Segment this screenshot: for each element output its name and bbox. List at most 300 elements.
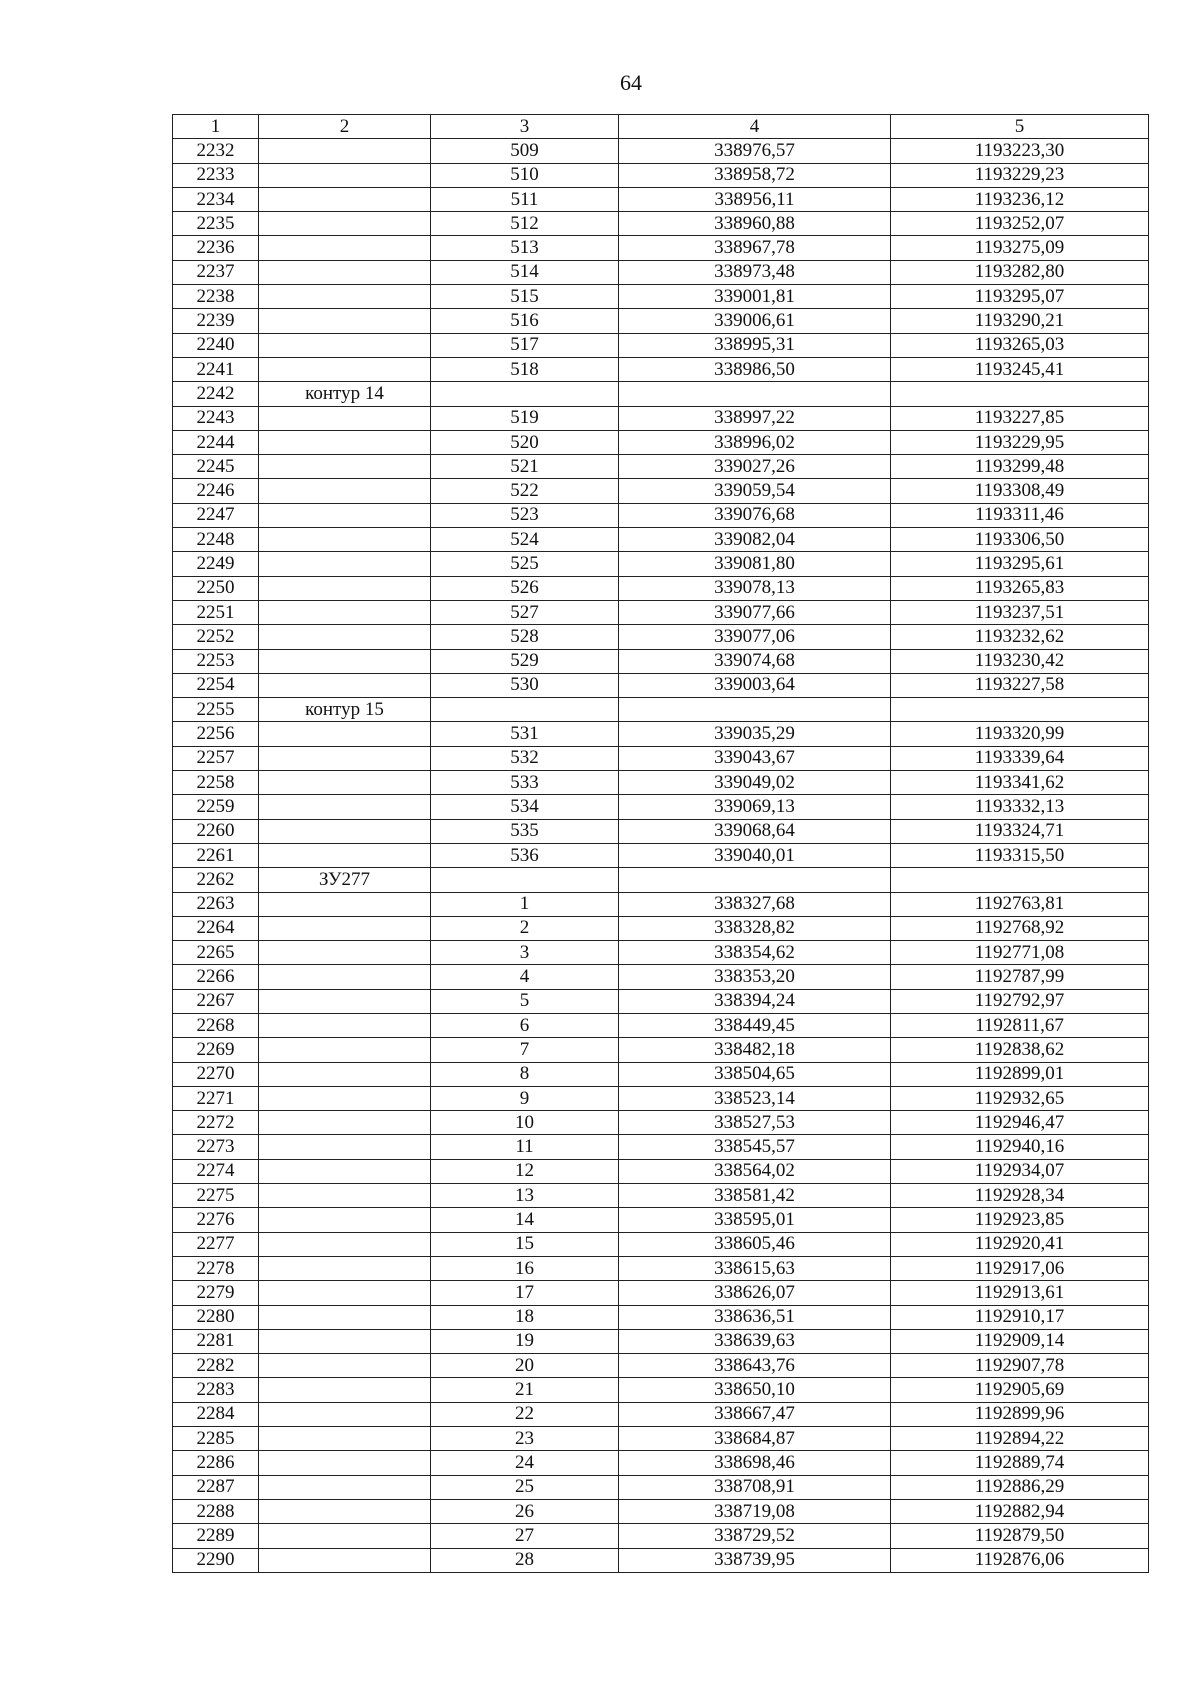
x-coordinate-cell: 338545,57 — [619, 1135, 891, 1159]
x-coordinate-cell: 339082,04 — [619, 528, 891, 552]
page-number: 64 — [620, 70, 642, 95]
section-name-cell — [259, 430, 431, 454]
y-coordinate-cell: 1192882,94 — [891, 1499, 1149, 1523]
table-row — [173, 576, 1149, 600]
section-name-cell — [259, 722, 431, 746]
section-name-cell — [259, 163, 431, 187]
section-name-cell — [259, 285, 431, 309]
column-header-4: 4 — [619, 115, 891, 139]
row-number-cell: 2287 — [173, 1475, 259, 1499]
table-row — [173, 479, 1149, 503]
row-number-cell: 2272 — [173, 1111, 259, 1135]
row-number-cell: 2234 — [173, 187, 259, 211]
y-coordinate-cell: 1192909,14 — [891, 1329, 1149, 1353]
y-coordinate-cell: 1193232,62 — [891, 625, 1149, 649]
x-coordinate-cell: 338643,76 — [619, 1354, 891, 1378]
point-number-cell: 517 — [431, 333, 619, 357]
point-number-cell: 526 — [431, 576, 619, 600]
section-name-cell — [259, 1062, 431, 1086]
section-name-cell — [259, 1281, 431, 1305]
point-number-cell: 532 — [431, 746, 619, 770]
x-coordinate-cell: 338449,45 — [619, 1013, 891, 1037]
table-row — [173, 843, 1149, 867]
section-name-cell: контур 14 — [259, 382, 431, 406]
y-coordinate-cell — [891, 382, 1149, 406]
point-number-cell: 22 — [431, 1402, 619, 1426]
y-coordinate-cell: 1192792,97 — [891, 989, 1149, 1013]
y-coordinate-cell: 1193265,03 — [891, 333, 1149, 357]
point-number-cell — [431, 382, 619, 406]
x-coordinate-cell: 339076,68 — [619, 503, 891, 527]
y-coordinate-cell: 1192838,62 — [891, 1038, 1149, 1062]
y-coordinate-cell: 1193245,41 — [891, 357, 1149, 381]
x-coordinate-cell: 338504,65 — [619, 1062, 891, 1086]
y-coordinate-cell: 1192928,34 — [891, 1184, 1149, 1208]
point-number-cell: 531 — [431, 722, 619, 746]
table-row — [173, 1062, 1149, 1086]
table-row — [173, 1329, 1149, 1353]
y-coordinate-cell: 1193332,13 — [891, 795, 1149, 819]
x-coordinate-cell: 339078,13 — [619, 576, 891, 600]
row-number-cell: 2290 — [173, 1548, 259, 1572]
y-coordinate-cell: 1192946,47 — [891, 1111, 1149, 1135]
table-row — [173, 260, 1149, 284]
point-number-cell — [431, 698, 619, 722]
section-name-cell — [259, 139, 431, 163]
section-name-cell — [259, 1184, 431, 1208]
y-coordinate-cell: 1192899,01 — [891, 1062, 1149, 1086]
row-number-cell: 2265 — [173, 941, 259, 965]
row-number-cell: 2262 — [173, 868, 259, 892]
section-name-cell — [259, 1208, 431, 1232]
table-row — [173, 722, 1149, 746]
section-name-cell — [259, 843, 431, 867]
point-number-cell: 28 — [431, 1548, 619, 1572]
table-row — [173, 187, 1149, 211]
row-number-cell: 2284 — [173, 1402, 259, 1426]
x-coordinate-cell: 338739,95 — [619, 1548, 891, 1572]
section-name-cell — [259, 1427, 431, 1451]
row-number-cell: 2240 — [173, 333, 259, 357]
x-coordinate-cell: 339059,54 — [619, 479, 891, 503]
y-coordinate-cell: 1192923,85 — [891, 1208, 1149, 1232]
x-coordinate-cell: 339001,81 — [619, 285, 891, 309]
point-number-cell: 535 — [431, 819, 619, 843]
section-name-cell — [259, 673, 431, 697]
table-row — [173, 1281, 1149, 1305]
table-row — [173, 1402, 1149, 1426]
point-number-cell: 521 — [431, 455, 619, 479]
y-coordinate-cell: 1193265,83 — [891, 576, 1149, 600]
x-coordinate-cell: 338482,18 — [619, 1038, 891, 1062]
point-number-cell: 9 — [431, 1086, 619, 1110]
row-number-cell: 2235 — [173, 212, 259, 236]
table-row — [173, 649, 1149, 673]
section-name-cell — [259, 479, 431, 503]
point-number-cell: 536 — [431, 843, 619, 867]
x-coordinate-cell — [619, 698, 891, 722]
row-number-cell: 2268 — [173, 1013, 259, 1037]
point-number-cell: 516 — [431, 309, 619, 333]
point-number-cell: 25 — [431, 1475, 619, 1499]
table-row — [173, 1256, 1149, 1280]
x-coordinate-cell: 338995,31 — [619, 333, 891, 357]
row-number-cell: 2271 — [173, 1086, 259, 1110]
point-number-cell: 509 — [431, 139, 619, 163]
x-coordinate-cell: 338997,22 — [619, 406, 891, 430]
table-row — [173, 1548, 1149, 1572]
row-number-cell: 2286 — [173, 1451, 259, 1475]
point-number-cell: 511 — [431, 187, 619, 211]
y-coordinate-cell: 1193295,07 — [891, 285, 1149, 309]
point-number-cell: 524 — [431, 528, 619, 552]
y-coordinate-cell: 1193282,80 — [891, 260, 1149, 284]
section-name-cell: ЗУ277 — [259, 868, 431, 892]
table-row — [173, 1184, 1149, 1208]
x-coordinate-cell: 338626,07 — [619, 1281, 891, 1305]
table-row — [173, 1475, 1149, 1499]
row-number-cell: 2258 — [173, 771, 259, 795]
section-name-cell — [259, 187, 431, 211]
point-number-cell: 519 — [431, 406, 619, 430]
table-row — [173, 1378, 1149, 1402]
y-coordinate-cell: 1192879,50 — [891, 1524, 1149, 1548]
x-coordinate-cell: 339035,29 — [619, 722, 891, 746]
y-coordinate-cell: 1192934,07 — [891, 1159, 1149, 1183]
x-coordinate-cell: 339077,06 — [619, 625, 891, 649]
table-header-row — [173, 115, 1149, 139]
row-number-cell: 2263 — [173, 892, 259, 916]
y-coordinate-cell: 1193308,49 — [891, 479, 1149, 503]
section-name-cell — [259, 1524, 431, 1548]
y-coordinate-cell: 1193324,71 — [891, 819, 1149, 843]
section-name-cell — [259, 1451, 431, 1475]
coordinates-table — [172, 114, 1149, 1573]
row-number-cell: 2250 — [173, 576, 259, 600]
table-row — [173, 236, 1149, 260]
point-number-cell: 24 — [431, 1451, 619, 1475]
row-number-cell: 2277 — [173, 1232, 259, 1256]
point-number-cell: 20 — [431, 1354, 619, 1378]
table-row — [173, 1354, 1149, 1378]
row-number-cell: 2259 — [173, 795, 259, 819]
row-number-cell: 2275 — [173, 1184, 259, 1208]
row-number-cell: 2232 — [173, 139, 259, 163]
table-row — [173, 868, 1149, 892]
y-coordinate-cell: 1192811,67 — [891, 1013, 1149, 1037]
point-number-cell: 11 — [431, 1135, 619, 1159]
table-row — [173, 698, 1149, 722]
y-coordinate-cell: 1192913,61 — [891, 1281, 1149, 1305]
section-name-cell: контур 15 — [259, 698, 431, 722]
section-name-cell — [259, 941, 431, 965]
row-number-cell: 2241 — [173, 357, 259, 381]
section-name-cell — [259, 1475, 431, 1499]
table-row — [173, 1524, 1149, 1548]
point-number-cell: 523 — [431, 503, 619, 527]
x-coordinate-cell: 338967,78 — [619, 236, 891, 260]
x-coordinate-cell: 338527,53 — [619, 1111, 891, 1135]
x-coordinate-cell: 338639,63 — [619, 1329, 891, 1353]
x-coordinate-cell: 338353,20 — [619, 965, 891, 989]
table-row — [173, 1111, 1149, 1135]
y-coordinate-cell: 1193236,12 — [891, 187, 1149, 211]
row-number-cell: 2267 — [173, 989, 259, 1013]
table-row — [173, 406, 1149, 430]
x-coordinate-cell: 339040,01 — [619, 843, 891, 867]
row-number-cell: 2279 — [173, 1281, 259, 1305]
row-number-cell: 2237 — [173, 260, 259, 284]
y-coordinate-cell: 1193229,23 — [891, 163, 1149, 187]
row-number-cell: 2238 — [173, 285, 259, 309]
section-name-cell — [259, 625, 431, 649]
point-number-cell: 21 — [431, 1378, 619, 1402]
point-number-cell: 8 — [431, 1062, 619, 1086]
table-row — [173, 989, 1149, 1013]
column-header-3: 3 — [431, 115, 619, 139]
row-number-cell: 2233 — [173, 163, 259, 187]
point-number-cell: 16 — [431, 1256, 619, 1280]
x-coordinate-cell: 339074,68 — [619, 649, 891, 673]
section-name-cell — [259, 1354, 431, 1378]
table-row — [173, 892, 1149, 916]
table-row — [173, 139, 1149, 163]
point-number-cell: 533 — [431, 771, 619, 795]
row-number-cell: 2274 — [173, 1159, 259, 1183]
section-name-cell — [259, 1159, 431, 1183]
x-coordinate-cell: 338523,14 — [619, 1086, 891, 1110]
x-coordinate-cell: 338615,63 — [619, 1256, 891, 1280]
table-row — [173, 1086, 1149, 1110]
row-number-cell: 2266 — [173, 965, 259, 989]
table-row — [173, 382, 1149, 406]
table-row — [173, 1159, 1149, 1183]
x-coordinate-cell: 339003,64 — [619, 673, 891, 697]
y-coordinate-cell: 1193252,07 — [891, 212, 1149, 236]
x-coordinate-cell: 338958,72 — [619, 163, 891, 187]
table-row — [173, 309, 1149, 333]
row-number-cell: 2276 — [173, 1208, 259, 1232]
point-number-cell: 513 — [431, 236, 619, 260]
point-number-cell: 13 — [431, 1184, 619, 1208]
row-number-cell: 2285 — [173, 1427, 259, 1451]
y-coordinate-cell — [891, 868, 1149, 892]
y-coordinate-cell: 1193237,51 — [891, 600, 1149, 624]
row-number-cell: 2264 — [173, 916, 259, 940]
row-number-cell: 2246 — [173, 479, 259, 503]
section-name-cell — [259, 1013, 431, 1037]
y-coordinate-cell: 1193223,30 — [891, 139, 1149, 163]
table-row — [173, 1208, 1149, 1232]
table-row — [173, 965, 1149, 989]
table-row — [173, 916, 1149, 940]
section-name-cell — [259, 1232, 431, 1256]
row-number-cell: 2251 — [173, 600, 259, 624]
column-header-5: 5 — [891, 115, 1149, 139]
point-number-cell: 12 — [431, 1159, 619, 1183]
point-number-cell: 2 — [431, 916, 619, 940]
row-number-cell: 2289 — [173, 1524, 259, 1548]
point-number-cell: 19 — [431, 1329, 619, 1353]
section-name-cell — [259, 212, 431, 236]
table-row — [173, 503, 1149, 527]
section-name-cell — [259, 260, 431, 284]
point-number-cell: 27 — [431, 1524, 619, 1548]
row-number-cell: 2253 — [173, 649, 259, 673]
row-number-cell: 2244 — [173, 430, 259, 454]
x-coordinate-cell: 338986,50 — [619, 357, 891, 381]
table-row — [173, 1232, 1149, 1256]
x-coordinate-cell: 338996,02 — [619, 430, 891, 454]
point-number-cell: 26 — [431, 1499, 619, 1523]
x-coordinate-cell — [619, 382, 891, 406]
point-number-cell: 510 — [431, 163, 619, 187]
section-name-cell — [259, 649, 431, 673]
section-name-cell — [259, 406, 431, 430]
section-name-cell — [259, 1378, 431, 1402]
table-row — [173, 819, 1149, 843]
point-number-cell: 10 — [431, 1111, 619, 1135]
x-coordinate-cell — [619, 868, 891, 892]
y-coordinate-cell: 1193311,46 — [891, 503, 1149, 527]
section-name-cell — [259, 1499, 431, 1523]
y-coordinate-cell: 1193295,61 — [891, 552, 1149, 576]
point-number-cell: 1 — [431, 892, 619, 916]
section-name-cell — [259, 455, 431, 479]
point-number-cell — [431, 868, 619, 892]
section-name-cell — [259, 357, 431, 381]
row-number-cell: 2254 — [173, 673, 259, 697]
section-name-cell — [259, 1305, 431, 1329]
x-coordinate-cell: 339049,02 — [619, 771, 891, 795]
section-name-cell — [259, 1548, 431, 1572]
y-coordinate-cell: 1193227,85 — [891, 406, 1149, 430]
point-number-cell: 18 — [431, 1305, 619, 1329]
row-number-cell: 2255 — [173, 698, 259, 722]
row-number-cell: 2257 — [173, 746, 259, 770]
section-name-cell — [259, 600, 431, 624]
x-coordinate-cell: 338581,42 — [619, 1184, 891, 1208]
point-number-cell: 7 — [431, 1038, 619, 1062]
x-coordinate-cell: 338960,88 — [619, 212, 891, 236]
x-coordinate-cell: 339027,26 — [619, 455, 891, 479]
section-name-cell — [259, 1086, 431, 1110]
table-row — [173, 212, 1149, 236]
x-coordinate-cell: 339081,80 — [619, 552, 891, 576]
section-name-cell — [259, 1402, 431, 1426]
table-row — [173, 1499, 1149, 1523]
section-name-cell — [259, 236, 431, 260]
section-name-cell — [259, 552, 431, 576]
row-number-cell: 2256 — [173, 722, 259, 746]
table-row — [173, 771, 1149, 795]
section-name-cell — [259, 771, 431, 795]
point-number-cell: 529 — [431, 649, 619, 673]
point-number-cell: 23 — [431, 1427, 619, 1451]
x-coordinate-cell: 338650,10 — [619, 1378, 891, 1402]
row-number-cell: 2283 — [173, 1378, 259, 1402]
y-coordinate-cell: 1192917,06 — [891, 1256, 1149, 1280]
y-coordinate-cell: 1193306,50 — [891, 528, 1149, 552]
point-number-cell: 15 — [431, 1232, 619, 1256]
y-coordinate-cell: 1193290,21 — [891, 309, 1149, 333]
row-number-cell: 2288 — [173, 1499, 259, 1523]
table-row — [173, 795, 1149, 819]
y-coordinate-cell: 1192889,74 — [891, 1451, 1149, 1475]
table-row — [173, 1038, 1149, 1062]
row-number-cell: 2236 — [173, 236, 259, 260]
point-number-cell: 5 — [431, 989, 619, 1013]
x-coordinate-cell: 338327,68 — [619, 892, 891, 916]
row-number-cell: 2282 — [173, 1354, 259, 1378]
y-coordinate-cell: 1192920,41 — [891, 1232, 1149, 1256]
point-number-cell: 515 — [431, 285, 619, 309]
table-row — [173, 746, 1149, 770]
table-row — [173, 333, 1149, 357]
x-coordinate-cell: 338667,47 — [619, 1402, 891, 1426]
x-coordinate-cell: 338636,51 — [619, 1305, 891, 1329]
row-number-cell: 2278 — [173, 1256, 259, 1280]
table-row — [173, 1427, 1149, 1451]
table-row — [173, 552, 1149, 576]
row-number-cell: 2243 — [173, 406, 259, 430]
section-name-cell — [259, 1038, 431, 1062]
y-coordinate-cell: 1193227,58 — [891, 673, 1149, 697]
row-number-cell: 2252 — [173, 625, 259, 649]
row-number-cell: 2273 — [173, 1135, 259, 1159]
y-coordinate-cell: 1192771,08 — [891, 941, 1149, 965]
section-name-cell — [259, 503, 431, 527]
point-number-cell: 512 — [431, 212, 619, 236]
y-coordinate-cell: 1192910,17 — [891, 1305, 1149, 1329]
table-row — [173, 673, 1149, 697]
y-coordinate-cell: 1192932,65 — [891, 1086, 1149, 1110]
x-coordinate-cell: 339006,61 — [619, 309, 891, 333]
table-row — [173, 455, 1149, 479]
x-coordinate-cell: 338328,82 — [619, 916, 891, 940]
y-coordinate-cell: 1192907,78 — [891, 1354, 1149, 1378]
x-coordinate-cell: 338729,52 — [619, 1524, 891, 1548]
point-number-cell: 530 — [431, 673, 619, 697]
section-name-cell — [259, 1135, 431, 1159]
x-coordinate-cell: 338564,02 — [619, 1159, 891, 1183]
y-coordinate-cell: 1192787,99 — [891, 965, 1149, 989]
x-coordinate-cell: 338684,87 — [619, 1427, 891, 1451]
x-coordinate-cell: 339069,13 — [619, 795, 891, 819]
section-name-cell — [259, 795, 431, 819]
section-name-cell — [259, 819, 431, 843]
row-number-cell: 2247 — [173, 503, 259, 527]
section-name-cell — [259, 965, 431, 989]
point-number-cell: 17 — [431, 1281, 619, 1305]
y-coordinate-cell: 1193275,09 — [891, 236, 1149, 260]
row-number-cell: 2270 — [173, 1062, 259, 1086]
point-number-cell: 4 — [431, 965, 619, 989]
y-coordinate-cell: 1192763,81 — [891, 892, 1149, 916]
y-coordinate-cell: 1193320,99 — [891, 722, 1149, 746]
point-number-cell: 518 — [431, 357, 619, 381]
x-coordinate-cell: 338956,11 — [619, 187, 891, 211]
row-number-cell: 2261 — [173, 843, 259, 867]
point-number-cell: 514 — [431, 260, 619, 284]
y-coordinate-cell: 1192905,69 — [891, 1378, 1149, 1402]
table-row — [173, 1451, 1149, 1475]
y-coordinate-cell: 1192886,29 — [891, 1475, 1149, 1499]
x-coordinate-cell: 338708,91 — [619, 1475, 891, 1499]
table-row — [173, 285, 1149, 309]
table-row — [173, 600, 1149, 624]
x-coordinate-cell: 338595,01 — [619, 1208, 891, 1232]
